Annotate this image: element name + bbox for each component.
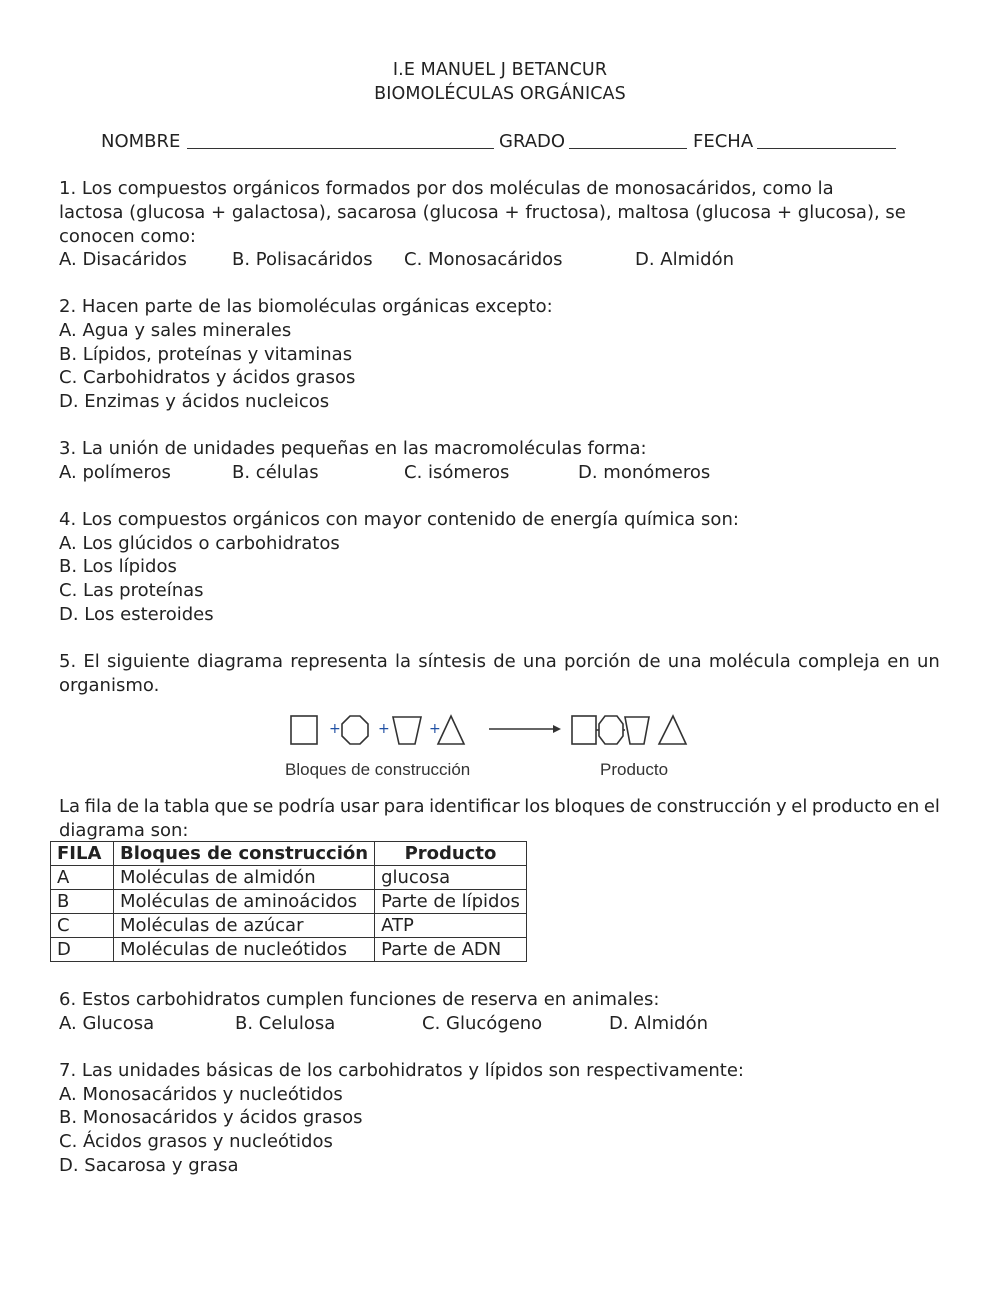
q2-option-a[interactable]: A. Agua y sales minerales bbox=[59, 320, 292, 341]
q6-option-c[interactable]: C. Glucógeno bbox=[422, 1013, 543, 1034]
diagram-label-product: Producto bbox=[600, 760, 669, 779]
product-square bbox=[572, 716, 596, 744]
table-cell-product: Parte de ADN bbox=[375, 938, 527, 962]
name-blank-line[interactable] bbox=[187, 148, 494, 149]
table-row[interactable] bbox=[51, 938, 527, 962]
table-cell-row: C bbox=[51, 914, 114, 938]
worksheet-title: BIOMOLÉCULAS ORGÁNICAS bbox=[374, 84, 626, 104]
grade-blank-line[interactable] bbox=[569, 148, 687, 149]
q7-option-b[interactable]: B. Monosacáridos y ácidos grasos bbox=[59, 1107, 363, 1128]
octagon-block bbox=[342, 716, 368, 744]
q3-stem: 3. La unión de unidades pequeñas en las macromoléculas forma: bbox=[59, 438, 647, 459]
q5-followup-line1: La fila de la tabla que se podría usar para identificar los bloques de construcción y el producto en el bbox=[59, 796, 940, 817]
square-block bbox=[291, 716, 317, 744]
table-cell-blocks: Moléculas de nucleótidos bbox=[114, 938, 375, 962]
q2-option-d[interactable]: D. Enzimas y ácidos nucleicos bbox=[59, 391, 330, 412]
table-cell-blocks: Moléculas de almidón bbox=[114, 866, 375, 890]
q1-option-a[interactable]: A. Disacáridos bbox=[59, 249, 187, 270]
arrow-head-icon bbox=[553, 725, 561, 733]
q6-option-a[interactable]: A. Glucosa bbox=[59, 1013, 155, 1034]
q7-option-c[interactable]: C. Ácidos grasos y nucleótidos bbox=[59, 1131, 333, 1152]
q1-stem-line3: conocen como: bbox=[59, 226, 196, 247]
table-cell-product: glucosa bbox=[375, 866, 527, 890]
table-cell-row: A bbox=[51, 866, 114, 890]
triangle-block bbox=[438, 716, 464, 744]
q5-stem-line2: organismo. bbox=[59, 675, 160, 696]
q4-option-a[interactable]: A. Los glúcidos o carbohidratos bbox=[59, 533, 340, 554]
plus-sign-1: + bbox=[329, 721, 341, 737]
synthesis-diagram bbox=[285, 706, 715, 786]
table-row[interactable] bbox=[51, 914, 527, 938]
plus-sign-3: + bbox=[429, 721, 441, 737]
answer-table bbox=[50, 841, 527, 962]
q3-option-c[interactable]: C. isómeros bbox=[404, 462, 510, 483]
name-label: NOMBRE bbox=[101, 131, 181, 152]
q1-stem-line2: lactosa (glucosa + galactosa), sacarosa (glucosa + fructosa), maltosa (glucosa + glucosa), se bbox=[59, 202, 906, 223]
table-row[interactable] bbox=[51, 890, 527, 914]
table-cell-row: D bbox=[51, 938, 114, 962]
product-octagon bbox=[599, 716, 623, 744]
table-header-fila: FILA bbox=[51, 842, 114, 866]
q1-option-d[interactable]: D. Almidón bbox=[635, 249, 734, 270]
q5-stem-line1: 5. El siguiente diagrama representa la síntesis de una porción de una molécula compleja en un bbox=[59, 651, 940, 672]
school-name: I.E MANUEL J BETANCUR bbox=[392, 60, 608, 80]
table-header-producto: Producto bbox=[375, 842, 527, 866]
table-cell-product: Parte de lípidos bbox=[375, 890, 527, 914]
diagram-label-blocks: Bloques de construcción bbox=[285, 760, 471, 779]
q4-option-d[interactable]: D. Los esteroides bbox=[59, 604, 214, 625]
q5-followup-line2: diagrama son: bbox=[59, 820, 189, 841]
q3-option-d[interactable]: D. monómeros bbox=[578, 462, 711, 483]
table-header-bloques: Bloques de construcción bbox=[114, 842, 375, 866]
trapezoid-block bbox=[393, 717, 421, 744]
table-cell-blocks: Moléculas de aminoácidos bbox=[114, 890, 375, 914]
q3-option-b[interactable]: B. células bbox=[232, 462, 319, 483]
table-cell-row: B bbox=[51, 890, 114, 914]
q4-option-b[interactable]: B. Los lípidos bbox=[59, 556, 177, 577]
q2-option-c[interactable]: C. Carbohidratos y ácidos grasos bbox=[59, 367, 356, 388]
q6-option-b[interactable]: B. Celulosa bbox=[235, 1013, 336, 1034]
q2-stem: 2. Hacen parte de las biomoléculas orgánicas excepto: bbox=[59, 296, 553, 317]
q1-option-b[interactable]: B. Polisacáridos bbox=[232, 249, 373, 270]
q7-option-a[interactable]: A. Monosacáridos y nucleótidos bbox=[59, 1084, 343, 1105]
date-blank-line[interactable] bbox=[757, 148, 896, 149]
q1-stem-line1: 1. Los compuestos orgánicos formados por dos moléculas de monosacáridos, como la bbox=[59, 178, 834, 199]
product-trapezoid bbox=[625, 717, 649, 744]
q6-option-d[interactable]: D. Almidón bbox=[609, 1013, 708, 1034]
table-header-row bbox=[51, 842, 527, 866]
q2-option-b[interactable]: B. Lípidos, proteínas y vitaminas bbox=[59, 344, 353, 365]
q4-option-c[interactable]: C. Las proteínas bbox=[59, 580, 204, 601]
date-label: FECHA bbox=[693, 131, 754, 152]
grade-label: GRADO bbox=[499, 131, 566, 152]
q7-stem: 7. Las unidades básicas de los carbohidratos y lípidos son respectivamente: bbox=[59, 1060, 744, 1081]
plus-sign-2: + bbox=[378, 721, 390, 737]
table-cell-blocks: Moléculas de azúcar bbox=[114, 914, 375, 938]
table-row[interactable] bbox=[51, 866, 527, 890]
q1-option-c[interactable]: C. Monosacáridos bbox=[404, 249, 563, 270]
q3-option-a[interactable]: A. polímeros bbox=[59, 462, 171, 483]
q6-stem: 6. Estos carbohidratos cumplen funciones de reserva en animales: bbox=[59, 989, 660, 1010]
q7-option-d[interactable]: D. Sacarosa y grasa bbox=[59, 1155, 239, 1176]
q4-stem: 4. Los compuestos orgánicos con mayor contenido de energía química son: bbox=[59, 509, 739, 530]
product-triangle bbox=[659, 716, 686, 744]
table-cell-product: ATP bbox=[375, 914, 527, 938]
